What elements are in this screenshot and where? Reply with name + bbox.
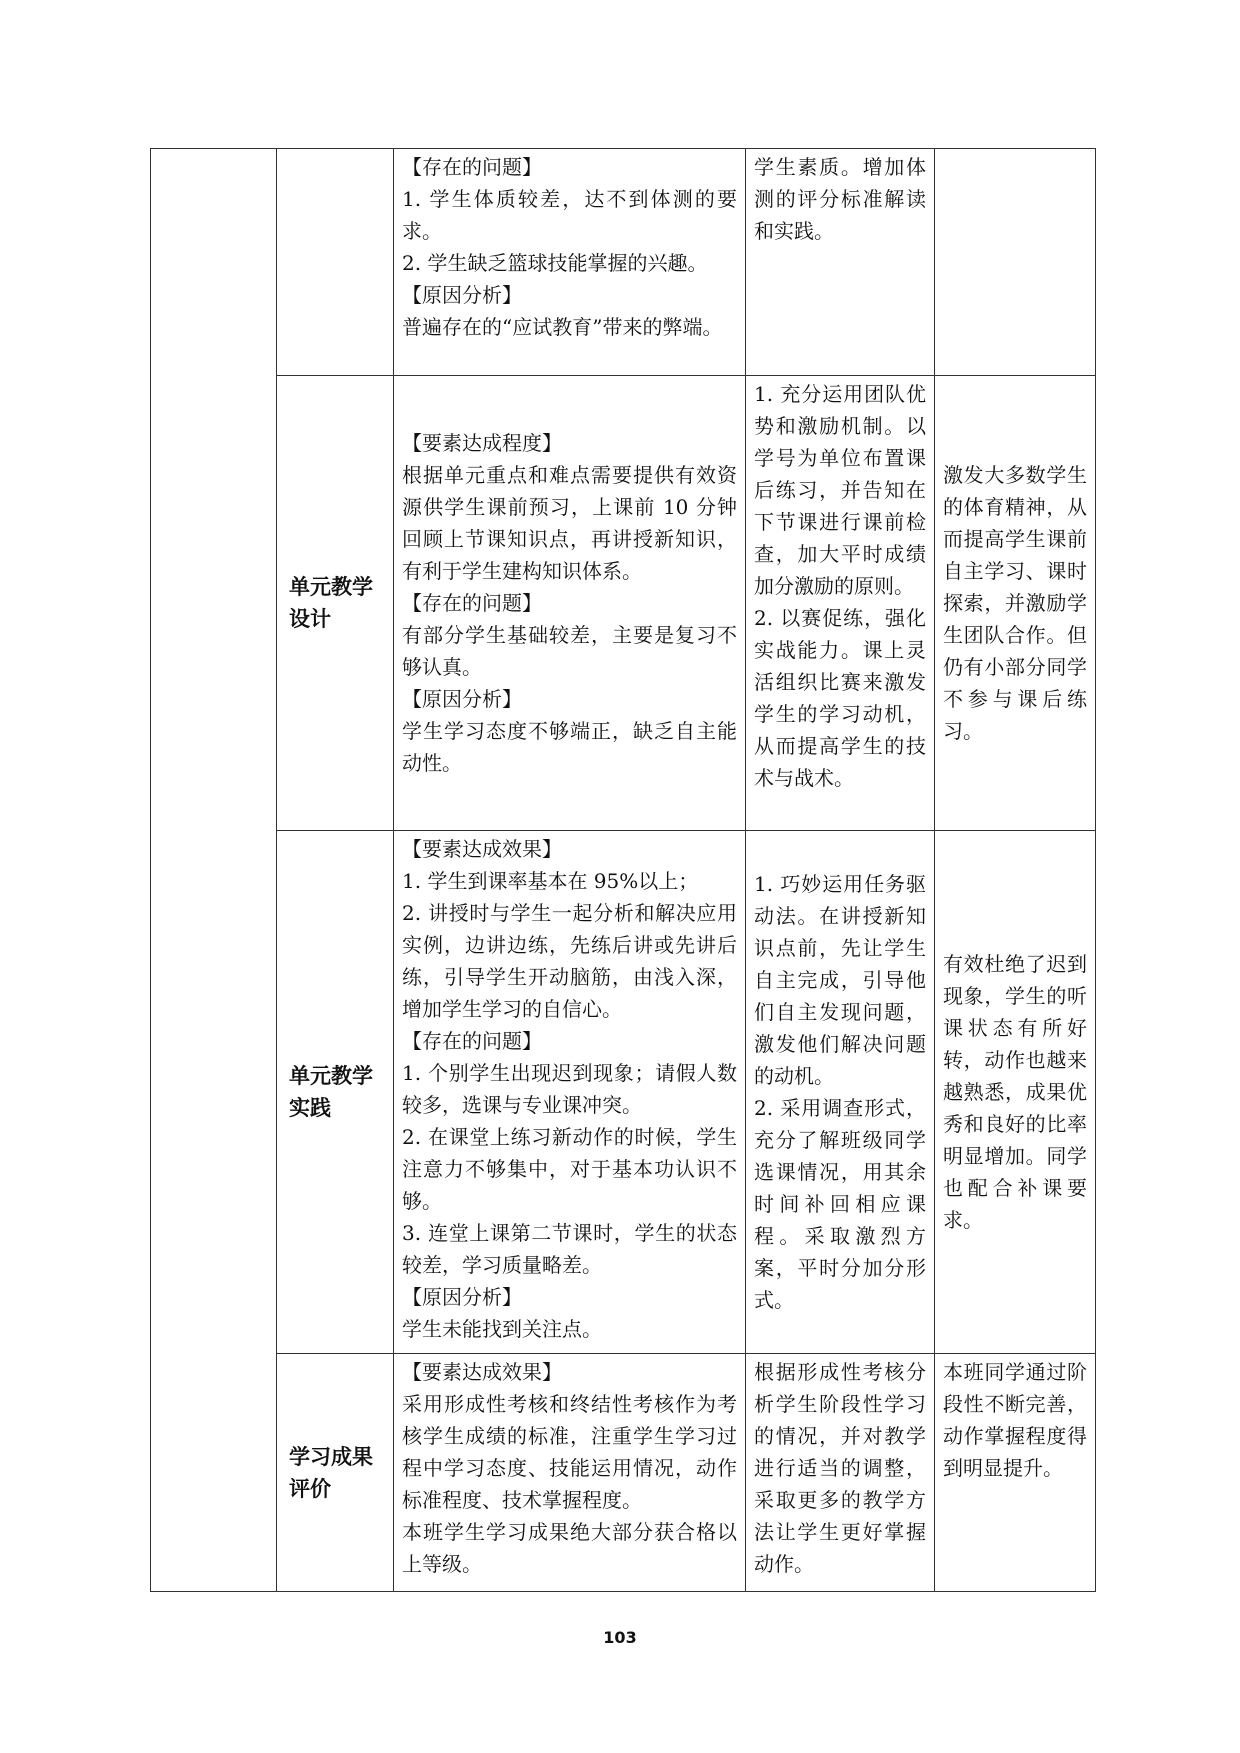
evaluation-table xyxy=(150,148,1096,1592)
outer-category-cell xyxy=(151,149,277,1592)
line: 【要素达成程度】 xyxy=(402,431,562,455)
line: 【存在的问题】 xyxy=(402,591,542,615)
measures-cell xyxy=(746,1354,935,1592)
line: 2. 采用调查形式，充分了解班级同学选课情况，用其余时间补回相应课程。采取激烈方案，平时分加分形式。 xyxy=(754,1096,926,1312)
issues-cell xyxy=(394,1354,746,1592)
effect-cell xyxy=(935,1354,1096,1592)
line: 学生素质。增加体测的评分标准解读和实践。 xyxy=(754,155,926,243)
line: 根据单元重点和难点需要提供有效资源供学生课前预习，上课前 10 分钟回顾上节课知识点，再讲授新知识，有利于学生建构知识体系。 xyxy=(402,463,737,583)
line: 【要素达成效果】 xyxy=(402,1360,562,1384)
line: 1. 学生到课率基本在 95%以上； xyxy=(402,869,699,893)
issues-cell xyxy=(394,149,746,376)
line: 1. 巧妙运用任务驱动法。在讲授新知识点前，先让学生自主完成，引导他们自主发现问题，激发他们解决问题的动机。 xyxy=(754,872,926,1088)
line: 【原因分析】 xyxy=(402,1285,522,1309)
table-row xyxy=(151,376,1096,831)
line: 【存在的问题】 xyxy=(402,1029,542,1053)
line: 2. 学生缺乏篮球技能掌握的兴趣。 xyxy=(402,251,708,275)
line: 采用形成性考核和终结性考核作为考核学生成绩的标准，注重学生学习过程中学习态度、技能运用情况，动作标准程度、技术掌握程度。 xyxy=(402,1392,737,1512)
line: 1. 个别学生出现迟到现象；请假人数较多，选课与专业课冲突。 xyxy=(402,1061,737,1117)
line: 学生学习态度不够端正，缺乏自主能动性。 xyxy=(402,719,737,775)
issues-cell xyxy=(394,376,746,831)
line: 有部分学生基础较差，主要是复习不够认真。 xyxy=(402,623,737,679)
line: 1. 学生体质较差，达不到体测的要求。 xyxy=(402,187,737,243)
measures-cell xyxy=(746,149,935,376)
line: 2. 以赛促练，强化实战能力。课上灵活组织比赛来激发学生的学习动机，从而提高学生的技术与战术。 xyxy=(754,606,926,790)
row-category: 单元教学设计 xyxy=(277,376,394,831)
effect-cell xyxy=(935,831,1096,1354)
line: 【原因分析】 xyxy=(402,687,522,711)
line: 有效杜绝了迟到现象，学生的听课状态有所好转，动作也越来越熟悉，成果优秀和良好的比率明显增加。同学也配合补课要求。 xyxy=(943,952,1087,1232)
measures-cell xyxy=(746,376,935,831)
line: 【存在的问题】 xyxy=(402,155,542,179)
line: 【原因分析】 xyxy=(402,283,522,307)
table-row xyxy=(151,831,1096,1354)
line: 本班同学通过阶段性不断完善，动作掌握程度得到明显提升。 xyxy=(943,1360,1087,1480)
measures-cell xyxy=(746,831,935,1354)
issues-cell xyxy=(394,831,746,1354)
effect-cell xyxy=(935,376,1096,831)
line: 3. 连堂上课第二节课时，学生的状态较差，学习质量略差。 xyxy=(402,1221,737,1277)
line: 激发大多数学生的体育精神，从而提高学生课前自主学习、课时探索，并激励学生团队合作。但仍有小部分同学不参与课后练习。 xyxy=(943,463,1087,743)
row-category xyxy=(277,149,394,376)
line: 2. 讲授时与学生一起分析和解决应用实例，边讲边练，先练后讲或先讲后练，引导学生开动脑筋，由浅入深，增加学生学习的自信心。 xyxy=(402,901,737,1021)
table-row xyxy=(151,149,1096,376)
effect-cell xyxy=(935,149,1096,376)
line: 1. 充分运用团队优势和激励机制。以学号为单位布置课后练习，并告知在下节课进行课前检查，加大平时成绩加分激励的原则。 xyxy=(754,382,926,598)
line: 学生未能找到关注点。 xyxy=(402,1317,602,1341)
row-category: 学习成果评价 xyxy=(277,1354,394,1592)
page-number: 103 xyxy=(603,1628,637,1647)
line: 2. 在课堂上练习新动作的时候，学生注意力不够集中，对于基本功认识不够。 xyxy=(402,1125,737,1213)
table-row xyxy=(151,1354,1096,1592)
line: 本班学生学习成果绝大部分获合格以上等级。 xyxy=(402,1520,737,1576)
line: 普遍存在的“应试教育”带来的弊端。 xyxy=(402,315,723,339)
row-category: 单元教学实践 xyxy=(277,831,394,1354)
line: 根据形成性考核分析学生阶段性学习的情况，并对教学进行适当的调整，采取更多的教学方法让学生更好掌握动作。 xyxy=(754,1360,926,1576)
line: 【要素达成效果】 xyxy=(402,837,562,861)
